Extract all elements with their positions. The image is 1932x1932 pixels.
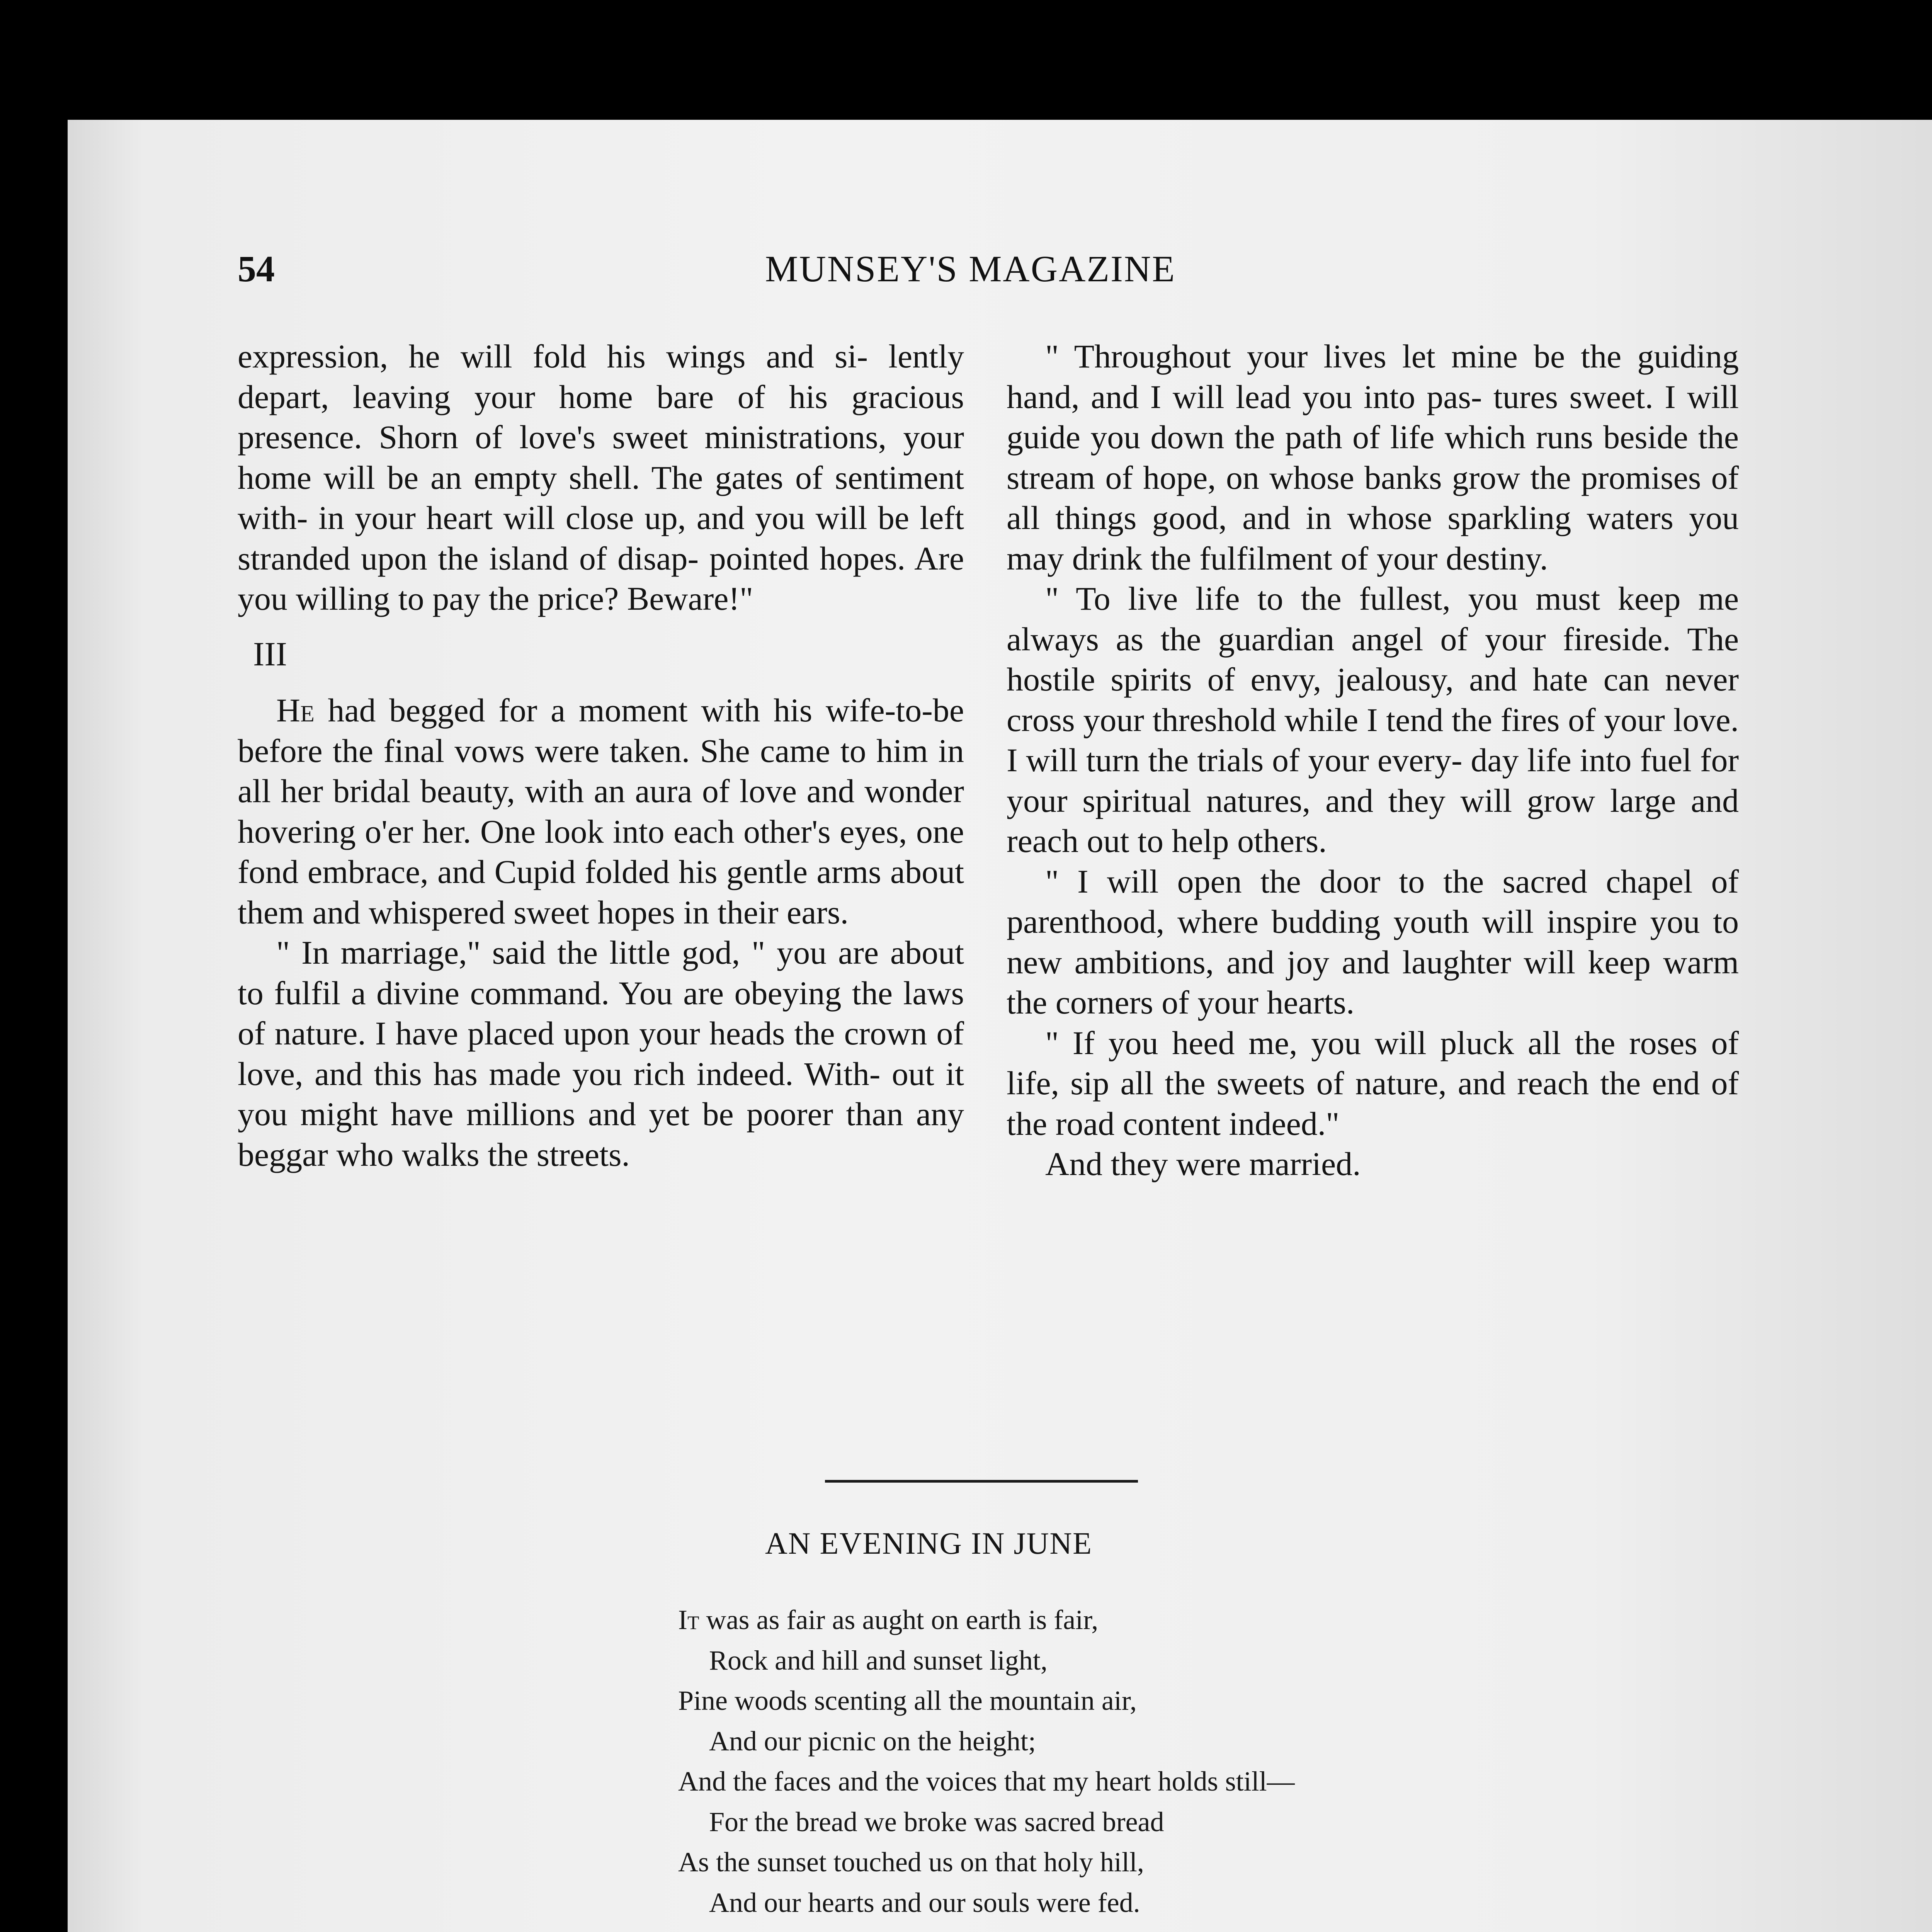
text-line: and this has made you rich indeed. With- — [315, 1055, 881, 1092]
text-line: out it you might have millions and yet be — [238, 1055, 964, 1133]
text-line: and laughter will keep warm the corners of — [1007, 943, 1739, 1021]
page-number: 54 — [238, 248, 275, 289]
text-line: his gracious presence. Shorn of love's — [238, 378, 964, 456]
section-number: III — [253, 635, 287, 673]
text-line: and they will grow large and reach out to — [1007, 782, 1739, 859]
text-line: " If you heed me, you will pluck all the — [1045, 1024, 1616, 1061]
poem-line: Rock and hill and sunset light, — [709, 1645, 1048, 1676]
section-divider-rule — [825, 1480, 1138, 1483]
text-line: love. I will turn the trials of your every- — [1007, 701, 1739, 779]
text-line: help others. — [1172, 822, 1327, 859]
poem-line — [678, 1600, 1313, 1640]
text-line: chapel of parenthood, where budding youth — [1007, 862, 1739, 940]
right-paragraph-1 — [1007, 336, 1739, 578]
text-line: will inspire you to new ambitions, and joy — [1007, 903, 1739, 981]
text-line: empty shell. The gates of sentiment with- — [238, 459, 964, 536]
poem-line: Pine woods scenting all the mountain air, — [678, 1685, 1137, 1716]
text-line: placed upon your heads the crown of love, — [238, 1015, 964, 1092]
text-line: sweet ministrations, your home will be an — [238, 418, 964, 496]
text-line: with an aura of love and wonder hovering — [238, 772, 964, 850]
text-line: sweet hopes in their ears. — [514, 893, 849, 931]
text-line: wife-to-be before the final vows were taken. — [238, 692, 964, 769]
poem-line: And our picnic on the height; — [709, 1725, 1036, 1757]
text-line: are about to fulfil a divine command. You — [238, 934, 964, 1012]
text-line: had begged for a moment with his — [314, 692, 813, 729]
closing-line: And they were married. — [1045, 1145, 1361, 1182]
text-line: keep me always as the guardian angel of — [1007, 580, 1739, 658]
text-line: are obeying the laws of nature. I have — [238, 974, 964, 1052]
poem-line-text: was as fair as aught on earth is fair, — [699, 1604, 1099, 1635]
text-line: threshold while I tend the fires of your — [1152, 701, 1665, 738]
text-line: " To live life to the fullest, you must — [1045, 580, 1600, 617]
text-line: be left stranded upon the island of disap- — [238, 499, 964, 577]
right-paragraph-2 — [1007, 578, 1739, 861]
text-line: your hearts. — [1197, 984, 1355, 1021]
text-line: o'er her. One look into each other's eyes, — [365, 813, 907, 850]
text-line: gentle arms about them and whispered — [238, 853, 964, 931]
right-paragraph-4 — [1007, 1023, 1739, 1144]
text-line: tures sweet. I will guide you down the — [1007, 378, 1739, 456]
text-line: your fireside. The hostile spirits of envy, — [1007, 620, 1739, 698]
text-line: waters you may drink the fulfilment of — [1007, 499, 1739, 577]
text-line: " Throughout your lives let mine be the — [1045, 338, 1622, 375]
text-line: of hope, on whose banks grow the promises — [1105, 459, 1701, 496]
stanza-break — [678, 1923, 1313, 1932]
left-paragraph-3 — [238, 932, 964, 1175]
text-line: your destiny. — [1376, 539, 1548, 577]
text-line: one fond embrace, and Cupid folded his — [238, 813, 964, 890]
text-line: indeed." — [1229, 1105, 1340, 1142]
right-paragraph-3 — [1007, 861, 1739, 1023]
left-column — [238, 336, 964, 1175]
text-line: price? Beware!" — [537, 580, 753, 617]
right-column — [1007, 336, 1739, 1184]
running-head: MUNSEY'S MAGAZINE — [765, 248, 1176, 289]
text-line: of all things good, and in whose sparkling — [1007, 459, 1739, 536]
text-line: " I will open the door to the sacred — [1045, 862, 1587, 900]
text-line: and reach the end of the road content — [1007, 1065, 1739, 1142]
poem-first-word: It — [678, 1604, 699, 1635]
text-line: day life into fuel for your spiritual natures, — [1007, 742, 1739, 819]
text-line: poorer than any beggar who walks the — [238, 1095, 964, 1173]
drop-word: He — [276, 692, 315, 729]
text-line: in your heart will close up, and you will — [318, 499, 867, 536]
text-line: " In marriage," said the little god, " you — [276, 934, 827, 971]
text-line: lently depart, leaving your home bare of — [238, 338, 964, 415]
poem-body — [678, 1600, 1313, 1932]
text-line: guiding hand, and I will lead you into pas- — [1007, 338, 1739, 415]
poem-title: AN EVENING IN JUNE — [765, 1527, 1092, 1561]
poem-line: And our hearts and our souls were fed. — [709, 1887, 1140, 1918]
page-header — [0, 247, 1932, 294]
text-line: roses of life, sip all the sweets of nature, — [1007, 1024, 1739, 1102]
text-line: path of life which runs beside the stream — [1007, 418, 1739, 496]
left-paragraph-2 — [238, 690, 964, 932]
poem-line: As the sunset touched us on that holy hill, — [678, 1847, 1144, 1878]
text-line: expression, he will fold his wings and si- — [238, 338, 868, 375]
text-line: She came to him in all her bridal beauty, — [238, 732, 964, 810]
text-line: jealousy, and hate can never cross your — [1007, 661, 1739, 738]
text-line: streets. — [536, 1136, 630, 1173]
text-line: pointed hopes. Are you willing to pay the — [238, 539, 964, 617]
left-paragraph-1 — [238, 336, 964, 619]
poem-line: And the faces and the voices that my heart holds still— — [678, 1766, 1295, 1797]
poem-line: For the bread we broke was sacred bread — [709, 1806, 1164, 1837]
